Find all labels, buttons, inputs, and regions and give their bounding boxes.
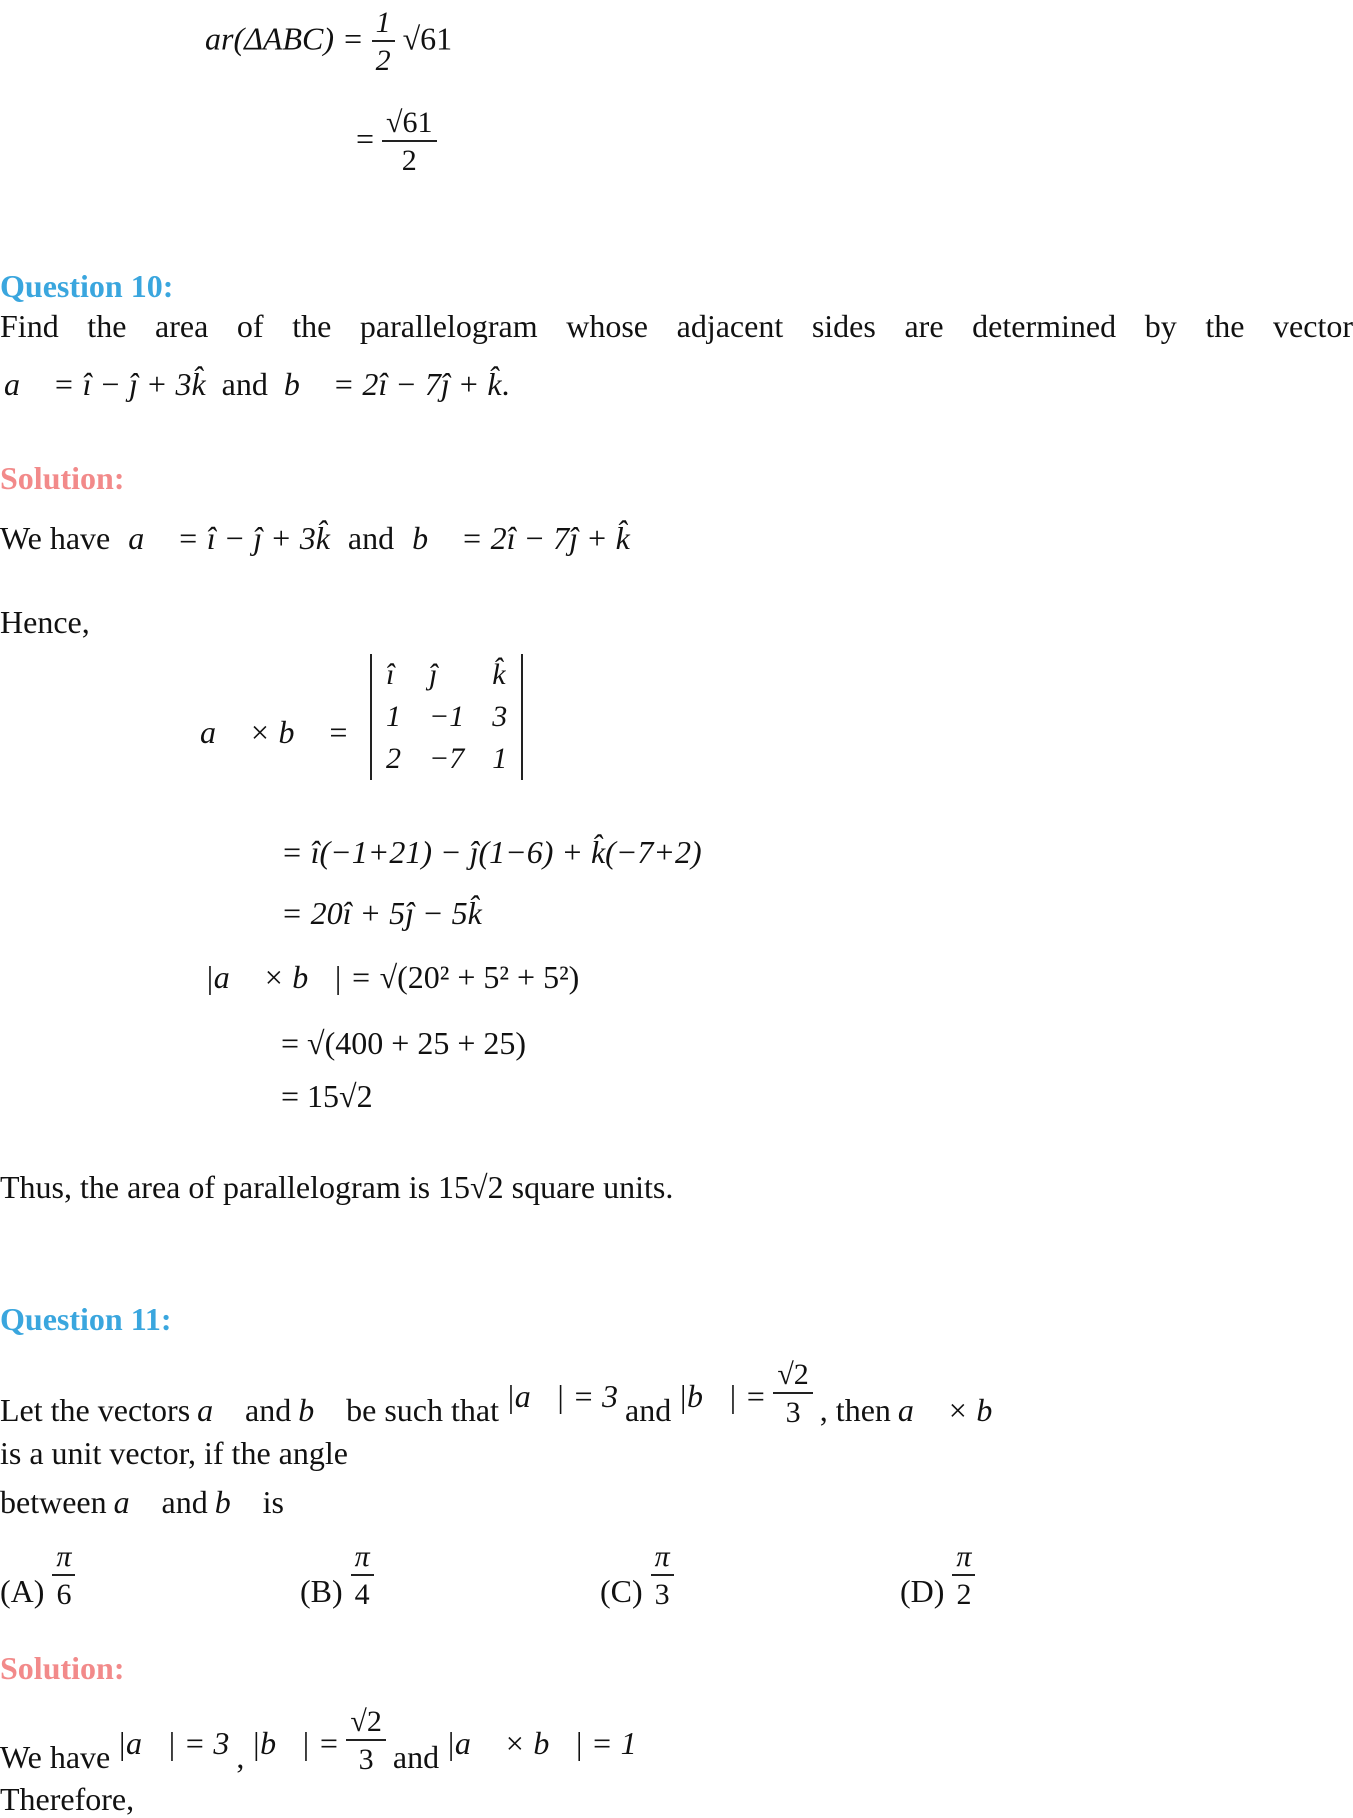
solution-heading: Solution:	[0, 460, 125, 496]
numerator: π	[52, 1542, 75, 1576]
option-fraction	[351, 1542, 374, 1610]
numerator: √61	[382, 108, 436, 142]
and-text: and	[392, 1739, 440, 1776]
and-text: and	[161, 1484, 208, 1521]
determinant-cell: î	[386, 658, 395, 691]
vector-a: a⃗	[113, 1484, 155, 1521]
sqrt-61: √61	[402, 20, 453, 57]
text: Let the vectors	[0, 1391, 191, 1428]
magnitude-a: |a⃗| = 3	[505, 1377, 619, 1414]
therefore-text: Therefore,	[0, 1781, 135, 1818]
magnitude-b: |b⃗| =	[251, 1725, 340, 1762]
we-have-text: We have	[0, 1739, 111, 1776]
determinant-cell: 1	[386, 700, 401, 733]
answer-option[interactable]	[0, 1542, 300, 1610]
step-expand: = î(−1+21) − ĵ(1−6) + k̂(−7+2)	[281, 834, 702, 870]
sqrt2-over-3	[773, 1360, 812, 1428]
denominator: 3	[785, 1396, 801, 1429]
determinant-cell: k̂	[492, 658, 506, 691]
vector-b: b⃗	[298, 1391, 340, 1428]
area-equation	[205, 8, 452, 76]
step-result: = 15√2	[281, 1078, 373, 1114]
option-label: (A)	[0, 1573, 45, 1610]
question-10-heading: Question 10:	[0, 268, 174, 304]
magnitude-sqrt: √(20² + 5² + 5²)	[379, 959, 580, 995]
cross-product: a⃗ × b⃗	[897, 1391, 1018, 1428]
denominator: 6	[56, 1578, 72, 1612]
question-10-text: Find the area of the parallelogram whose adjacent sides are determined by the vector	[0, 308, 1353, 344]
denominator: 2	[375, 44, 391, 77]
step-cross-result: = 20î + 5ĵ − 5k̂	[281, 895, 482, 931]
equals: =	[356, 120, 375, 157]
vector-b: b⃗ = 2î − 7ĵ + k̂	[412, 520, 630, 556]
question-11-heading: Question 11:	[0, 1301, 172, 1337]
numerator: π	[952, 1542, 975, 1576]
solution-given	[0, 522, 630, 554]
denominator: 3	[358, 1743, 374, 1777]
determinant-cell: 2	[386, 742, 401, 775]
determinant-cell: −7	[429, 742, 465, 775]
text: is a unit vector, if the angle	[0, 1435, 348, 1471]
vector-b: b⃗ = 2î − 7ĵ + k̂	[283, 366, 502, 402]
answer-options	[0, 1542, 1353, 1610]
solution-given	[0, 1707, 1353, 1775]
text: is	[262, 1484, 284, 1521]
vector-b: b⃗	[214, 1484, 256, 1521]
and-text: and	[245, 1391, 292, 1428]
solution-heading: Solution:	[0, 1650, 125, 1687]
question-11-section	[0, 1301, 1353, 1818]
determinant-cell: ĵ	[429, 658, 438, 691]
sqrt2-over-3	[346, 1707, 385, 1775]
numerator: 1	[372, 8, 395, 42]
denominator: 2	[401, 144, 417, 177]
numerator: π	[651, 1542, 674, 1576]
answer-option[interactable]	[900, 1542, 1200, 1610]
conclusion: Thus, the area of parallelogram is 15√2 square units.	[0, 1169, 674, 1205]
vector-a: a⃗ = î − ĵ + 3k̂	[128, 520, 330, 556]
magnitude-a: |a⃗| = 3	[117, 1725, 230, 1762]
question-10-vectors	[4, 368, 510, 400]
determinant-row	[371, 654, 522, 696]
magnitude-lhs: |a⃗ × b⃗| =	[205, 959, 372, 995]
and-text: and	[347, 520, 395, 556]
determinant-row	[371, 738, 522, 780]
option-fraction	[52, 1542, 75, 1610]
magnitude-equation	[205, 961, 579, 993]
and-text: and	[625, 1391, 672, 1428]
answer-option[interactable]	[300, 1542, 600, 1610]
determinant-cell: −1	[429, 700, 465, 733]
numerator: √2	[773, 1360, 812, 1394]
option-fraction	[952, 1542, 975, 1610]
we-have-text: We have	[0, 520, 111, 556]
magnitude-cross: |a⃗ × b⃗| = 1	[446, 1725, 637, 1762]
comma: ,	[236, 1739, 245, 1776]
determinant-cell: 1	[492, 742, 508, 775]
area-lhs: ar(ΔABC) =	[205, 20, 364, 57]
determinant	[370, 654, 523, 780]
half-fraction	[372, 8, 395, 76]
numerator: √2	[346, 1707, 385, 1741]
result-fraction	[382, 108, 436, 176]
hence-text: Hence,	[0, 604, 90, 640]
magnitude-b: |b⃗| =	[678, 1377, 767, 1414]
text: , then	[819, 1391, 891, 1428]
answer-option[interactable]	[600, 1542, 900, 1610]
question-11-line2	[0, 1485, 1353, 1520]
option-fraction	[651, 1542, 674, 1610]
cross-lhs: a⃗ × b⃗ =	[200, 714, 349, 750]
vector-a: a⃗	[197, 1391, 239, 1428]
option-label: (D)	[900, 1573, 945, 1610]
area-result	[356, 108, 437, 176]
period: .	[501, 366, 510, 402]
text: be such that	[346, 1391, 499, 1428]
and-text: and	[221, 366, 268, 402]
question-11-line1	[0, 1360, 1353, 1471]
determinant-cell: 3	[492, 700, 508, 733]
text: between	[0, 1484, 107, 1521]
step-sum: = √(400 + 25 + 25)	[281, 1025, 527, 1061]
denominator: 3	[654, 1578, 670, 1612]
denominator: 2	[956, 1578, 972, 1612]
determinant-row	[371, 696, 522, 738]
option-label: (C)	[600, 1573, 643, 1610]
numerator: π	[351, 1542, 374, 1576]
option-label: (B)	[300, 1573, 343, 1610]
vector-a: a⃗ = î − ĵ + 3k̂	[4, 366, 206, 402]
denominator: 4	[354, 1578, 370, 1612]
